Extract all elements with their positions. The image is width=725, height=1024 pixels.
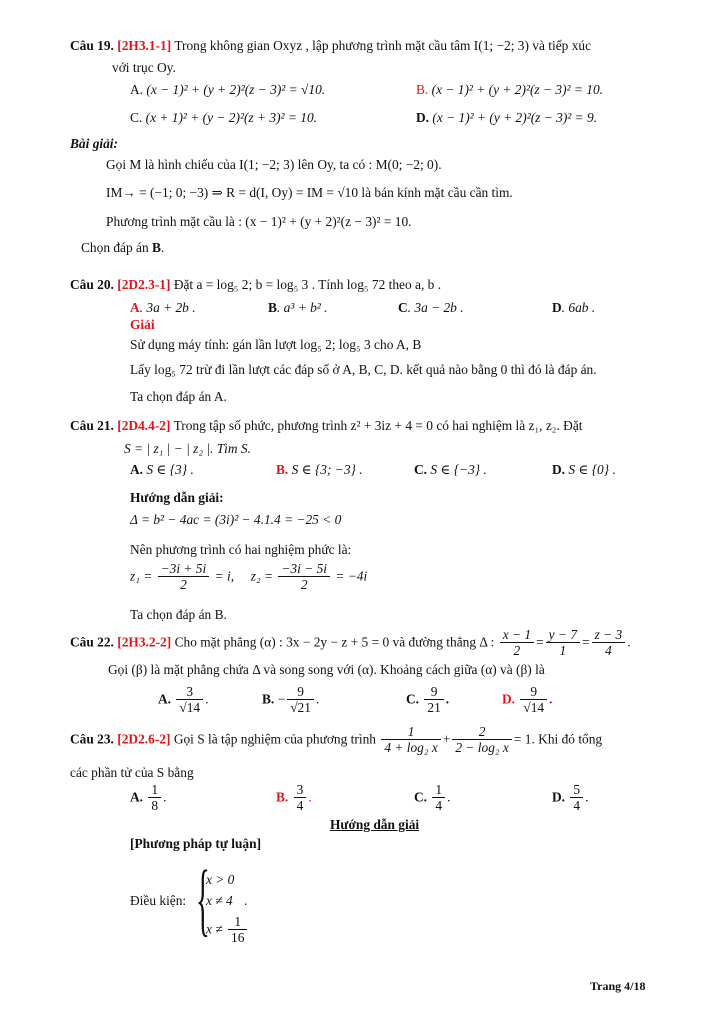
answer-b xyxy=(262,684,319,716)
solution-line: Sử dụng máy tính: gán lần lượt log₅ 2; log₅ 3 cho A, B xyxy=(130,337,422,352)
answer-d xyxy=(416,110,597,125)
question-22-line2: Gọi (β) là mặt phẳng chứa Δ và song song với (α). Khoảng cách giữa (α) và (β) là xyxy=(108,662,545,677)
question-number: Câu 21. xyxy=(70,418,114,433)
plus-sign: + xyxy=(442,731,451,747)
answer-b xyxy=(268,300,327,315)
condition-text: x ≠ xyxy=(206,921,223,937)
answer-label: A. xyxy=(158,691,172,707)
equation-fraction xyxy=(381,724,440,756)
answer-c xyxy=(130,110,317,125)
answer-a xyxy=(130,300,196,315)
end-dot: . xyxy=(549,691,553,707)
answer-d xyxy=(552,300,595,315)
numerator: 9 xyxy=(287,684,314,700)
denominator: 4 xyxy=(435,798,443,814)
method-heading: [Phương pháp tự luận] xyxy=(130,836,262,851)
question-text: Trong tập số phức, phương trình z² + 3iz + 4 = 0 có hai nghiệm là z₁, z₂. Đặt xyxy=(173,418,583,433)
choice-text: Chọn đáp án xyxy=(81,240,153,255)
numerator: 9 xyxy=(424,684,443,700)
answer-text: (x − 1)² + (y + 2)²(z − 3)² = 9. xyxy=(432,110,598,125)
end-dot: . xyxy=(315,691,320,707)
question-text: Gọi S là tập nghiệm của phương trình xyxy=(173,731,376,747)
denominator: 2 xyxy=(513,643,521,659)
answer-text: . 6ab . xyxy=(561,300,596,315)
question-22-line1 xyxy=(70,627,631,659)
solution-line: Nên phương trình có hai nghiệm phức là: xyxy=(130,542,352,557)
solution-line: IM→ = (−1; 0; −3) ⇒ R = d(I, Oy) = IM = √10 là bán kính mặt cầu cần tìm. xyxy=(106,185,513,200)
equation-fraction xyxy=(452,724,511,756)
denominator: 4 xyxy=(296,798,304,814)
root-value: = i, xyxy=(214,568,235,584)
question-19-line1 xyxy=(70,38,591,53)
denominator: 4 xyxy=(573,798,581,814)
numerator: −3i − 5i xyxy=(278,561,330,577)
answer-fraction xyxy=(570,782,583,814)
question-number: Câu 20. xyxy=(70,277,114,292)
answer-c xyxy=(406,684,449,716)
condition-line: x ≠ 4 xyxy=(206,893,233,908)
answer-a xyxy=(130,82,325,97)
minus-sign: − xyxy=(277,691,286,707)
answer-choice xyxy=(81,240,164,255)
equals: = xyxy=(536,634,544,650)
question-tag: [2H3.2-2] xyxy=(117,634,172,650)
answer-a xyxy=(158,684,209,716)
root-value: = −4i xyxy=(335,568,368,584)
question-tag: [2D2.6-2] xyxy=(117,731,171,747)
answer-b xyxy=(416,82,603,97)
roots-line xyxy=(130,561,367,593)
numerator: 5 xyxy=(570,782,583,798)
answer-b: B. $\frac{3}{4}$ . xyxy=(276,782,312,814)
question-number: Câu 23. xyxy=(70,731,114,747)
answer-label: C. xyxy=(414,789,428,805)
choice-end: . xyxy=(160,240,165,255)
numerator: z − 3 xyxy=(592,627,626,643)
answer-text: . 3a + 2b . xyxy=(139,300,196,315)
solution-line: Δ = b² − 4ac = (3i)² − 4.1.4 = −25 < 0 xyxy=(130,512,342,527)
question-tag: [2D4.4-2] xyxy=(117,418,171,433)
answer-text: S ∈ {0} . xyxy=(568,462,616,477)
equals: = xyxy=(582,634,590,650)
solution-heading: Hướng dẫn giải: xyxy=(130,490,224,505)
answer-text: S ∈ {−3} . xyxy=(430,462,487,477)
question-number: Câu 19. xyxy=(70,38,114,53)
answer-label: A xyxy=(130,300,140,315)
numerator: 3 xyxy=(176,684,203,700)
root-fraction xyxy=(158,561,210,593)
denominator: 4 xyxy=(605,643,612,659)
answer-a: A. $\frac{1}{8}$ . xyxy=(130,782,167,814)
question-text: = 1. Khi đó tổng xyxy=(513,731,603,747)
root-fraction xyxy=(278,561,330,593)
answer-d xyxy=(552,462,616,477)
answer-text: . a³ + b² . xyxy=(276,300,328,315)
condition-line xyxy=(206,914,249,946)
question-tag: [2D2.3-1] xyxy=(117,277,171,292)
answer-label: C. xyxy=(406,691,420,707)
numerator: 1 xyxy=(148,782,161,798)
line-fraction xyxy=(500,627,534,659)
question-text: Trong không gian Oxyz , lập phương trình mặt cầu tâm I(1; −2; 3) và tiếp xúc xyxy=(174,38,592,53)
numerator: 2 xyxy=(452,724,511,740)
answer-text: (x − 1)² + (y + 2)²(z − 3)² = 10. xyxy=(431,82,604,97)
condition-fraction xyxy=(228,914,247,946)
answer-label: C xyxy=(398,300,408,315)
answer-c: C. $\frac{1}{4}$ . xyxy=(414,782,451,814)
answer-fraction xyxy=(176,684,203,716)
condition-end: . xyxy=(244,893,248,908)
denominator: 21 xyxy=(427,700,441,716)
numerator: y − 7 xyxy=(546,627,580,643)
answer-label: C. xyxy=(130,110,143,125)
numerator: 3 xyxy=(294,782,307,798)
answer-label: C. xyxy=(414,462,428,477)
question-21-line2: S = | z₁ | − | z₂ |. Tìm S. xyxy=(124,441,251,456)
question-text: Đặt a = log₅ 2; b = log₅ 3 . Tính log₅ 72 theo a, b . xyxy=(173,277,442,292)
answer-b xyxy=(276,462,363,477)
answer-label: D. xyxy=(502,691,516,707)
numerator: x − 1 xyxy=(500,627,534,643)
denominator: 4 + log₂ x xyxy=(384,740,438,756)
answer-text: . 3a − 2b . xyxy=(407,300,464,315)
choice-letter: B xyxy=(152,240,161,255)
solution-line: Ta chọn đáp án A. xyxy=(130,389,227,404)
answer-label: A. xyxy=(130,462,144,477)
answer-fraction xyxy=(148,782,161,814)
question-21-line1 xyxy=(70,418,582,433)
brace-icon: { xyxy=(196,853,210,944)
denominator: √14 xyxy=(523,700,545,716)
answer-text: (x − 1)² + (y + 2)²(z − 3)² = √10. xyxy=(146,82,326,97)
denominator: 2 xyxy=(300,577,308,593)
page-number: Trang 4/18 xyxy=(590,979,646,993)
denominator: 16 xyxy=(231,930,245,946)
end-dot: . xyxy=(627,634,631,650)
question-20-line1 xyxy=(70,277,441,292)
answer-label: B. xyxy=(262,691,275,707)
condition-label: Điều kiện: xyxy=(130,893,187,908)
answer-text: S ∈ {3} . xyxy=(146,462,194,477)
answer-a xyxy=(130,462,194,477)
answer-fraction xyxy=(424,684,443,716)
solution-line: Gọi M là hình chiếu của I(1; −2; 3) lên Oy, ta có : M(0; −2; 0). xyxy=(106,157,442,172)
answer-label: B xyxy=(268,300,277,315)
answer-d: D. $\frac{5}{4}$ . xyxy=(552,782,589,814)
answer-d xyxy=(502,684,553,716)
question-23-line1 xyxy=(70,724,602,756)
question-tag: [2H3.1-1] xyxy=(117,38,172,53)
answer-label: D. xyxy=(552,789,566,805)
answer-text: (x + 1)² + (y − 2)²(z + 3)² = 10. xyxy=(145,110,318,125)
answer-label: B. xyxy=(276,462,289,477)
answer-fraction xyxy=(287,684,314,716)
solution-line: Lấy log₅ 72 trừ đi lần lượt các đáp số ở A, B, C, D. kết quả nào bằng 0 thì đó là đáp án. xyxy=(130,362,597,377)
numerator: 1 xyxy=(432,782,445,798)
denominator: √21 xyxy=(290,700,311,716)
numerator: 1 xyxy=(228,914,247,930)
numerator: 9 xyxy=(520,684,547,700)
numerator: −3i + 5i xyxy=(158,561,210,577)
answer-label: D. xyxy=(552,462,566,477)
question-19-line2: với trục Oy. xyxy=(112,60,176,75)
question-number: Câu 22. xyxy=(70,634,114,650)
line-fraction xyxy=(546,627,580,659)
answer-fraction xyxy=(520,684,547,716)
answer-c xyxy=(414,462,487,477)
solution-line: Ta chọn đáp án B. xyxy=(130,607,227,622)
root-label: z₂ = xyxy=(250,568,274,584)
denominator: 1 xyxy=(559,643,567,659)
question-text: Cho mặt phẳng (α) : 3x − 2y − z + 5 = 0 và đường thẳng Δ : xyxy=(174,634,495,650)
answer-fraction xyxy=(294,782,307,814)
denominator: 2 − log₂ x xyxy=(455,740,509,756)
numerator: 1 xyxy=(381,724,440,740)
line-fraction xyxy=(592,627,626,659)
answer-label: B. xyxy=(416,82,429,97)
denominator: 2 xyxy=(180,577,187,593)
question-23-line2: các phần tử của S bằng xyxy=(70,765,194,780)
answer-label: A. xyxy=(130,789,144,805)
solution-heading: Bài giải: xyxy=(70,136,118,151)
denominator: 8 xyxy=(151,798,159,814)
solution-heading: Giải xyxy=(130,317,155,332)
denominator: √14 xyxy=(179,700,201,716)
root-label: z₁ = xyxy=(130,568,153,584)
condition-line: x > 0 xyxy=(206,872,235,887)
answer-fraction xyxy=(432,782,445,814)
answer-label: D xyxy=(552,300,562,315)
answer-label: A. xyxy=(130,82,144,97)
answer-c xyxy=(398,300,464,315)
guide-heading: Hướng dẫn giải xyxy=(330,817,420,832)
end-dot: . xyxy=(205,691,209,707)
answer-label: B. xyxy=(276,789,289,805)
answer-text: S ∈ {3; −3} . xyxy=(291,462,363,477)
solution-line: Phương trình mặt cầu là : (x − 1)² + (y + 2)²(z − 3)² = 10. xyxy=(106,214,412,229)
end-dot: . xyxy=(445,691,450,707)
answer-label: D. xyxy=(416,110,430,125)
